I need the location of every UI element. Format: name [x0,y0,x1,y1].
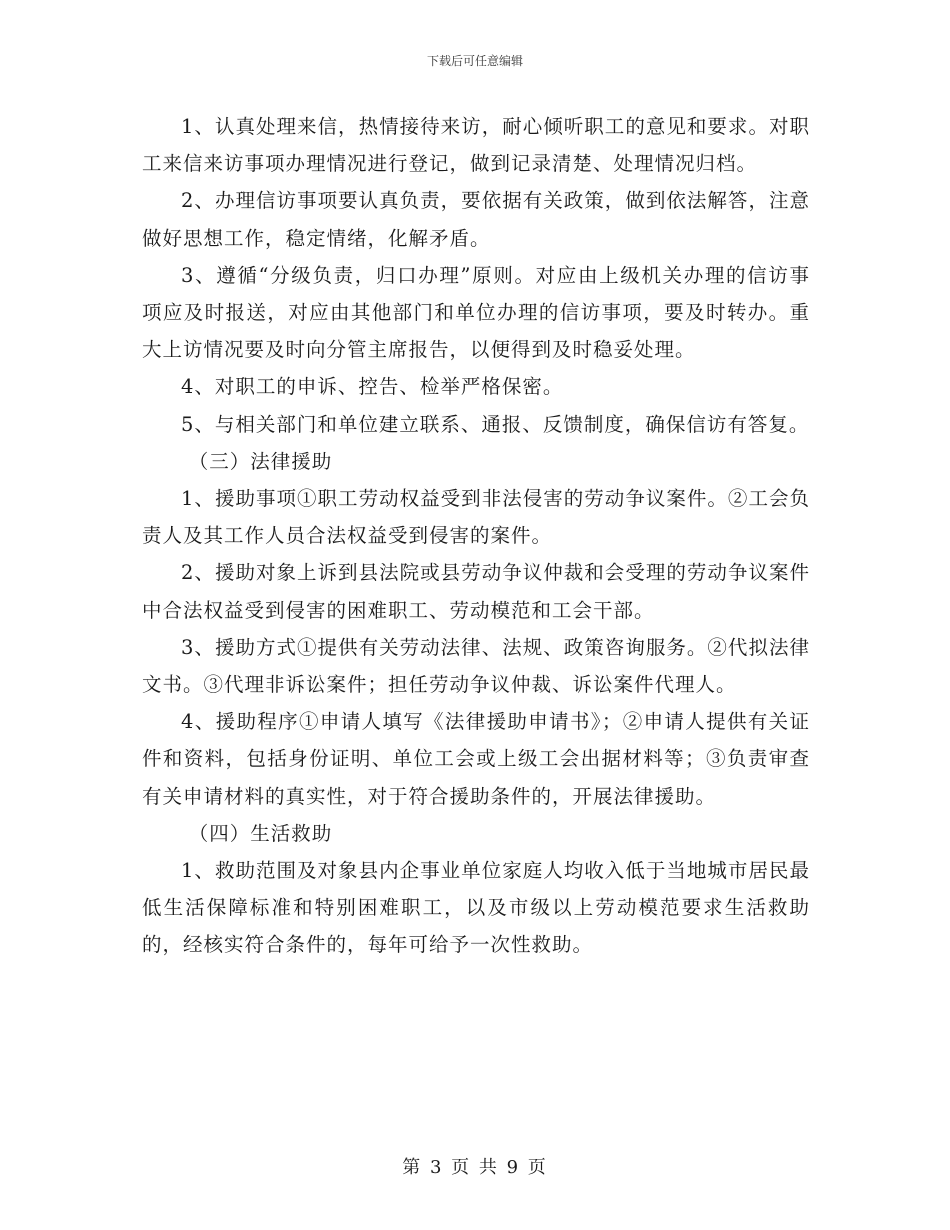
paragraph: 4、援助程序①申请人填写《法律援助申请书》；②申请人提供有关证件和资料，包括身份证明、单位工会或上级工会出据材料等；③负责审查有关申请材料的真实性，对于符合援助条件的，开展法律援助。 [142,710,810,808]
page-header: 下载后可任意编辑 [426,54,523,68]
paragraph: 3、遵循“分级负责，归口办理”原则。对应由上级机关办理的信访事项应及时报送，对应由其他部门和单位办理的信访事项，要及时转办。重大上访情况要及时向分管主席报告，以便得到及时稳妥处理。 [142,263,810,362]
paragraph: 5、与相关部门和单位建立联系、通报、反馈制度，确保信访有答复。 [181,412,810,436]
paragraph: 4、对职工的申诉、控告、检举严格保密。 [181,375,564,399]
paragraph: 3、援助方式①提供有关劳动法律、法规、政策咨询服务。②代拟法律文书。③代理非诉讼案件；担任劳动争议仲裁、诉讼案件代理人。 [142,635,810,697]
section-heading: （三）法律援助 [188,449,333,473]
paragraph: 1、认真处理来信，热情接待来访，耐心倾听职工的意见和要求。对职工来信来访事项办理情况进行登记，做到记录清楚、处理情况归档。 [142,115,810,176]
page-footer: 第 3 页 共 9 页 [402,1157,548,1178]
paragraph: 2、办理信访事项要认真负责，要依据有关政策，做到依法解答，注意做好思想工作，稳定情绪，化解矛盾。 [142,189,810,250]
paragraph: 1、援助事项①职工劳动权益受到非法侵害的劳动争议案件。②工会负责人及其工作人员合法权益受到侵害的案件。 [142,487,810,548]
section-heading: （四）生活救助 [188,821,333,845]
paragraph: 2、援助对象上诉到县法院或县劳动争议仲裁和会受理的劳动争议案件中合法权益受到侵害的困难职工、劳动模范和工会干部。 [142,561,810,622]
document-body [142,108,810,964]
paragraph: 1、救助范围及对象县内企事业单位家庭人均收入低于当地城市居民最低生活保障标准和特别困难职工，以及市级以上劳动模范要求生活救助的，经核实符合条件的，每年可给予一次性救助。 [142,859,810,957]
